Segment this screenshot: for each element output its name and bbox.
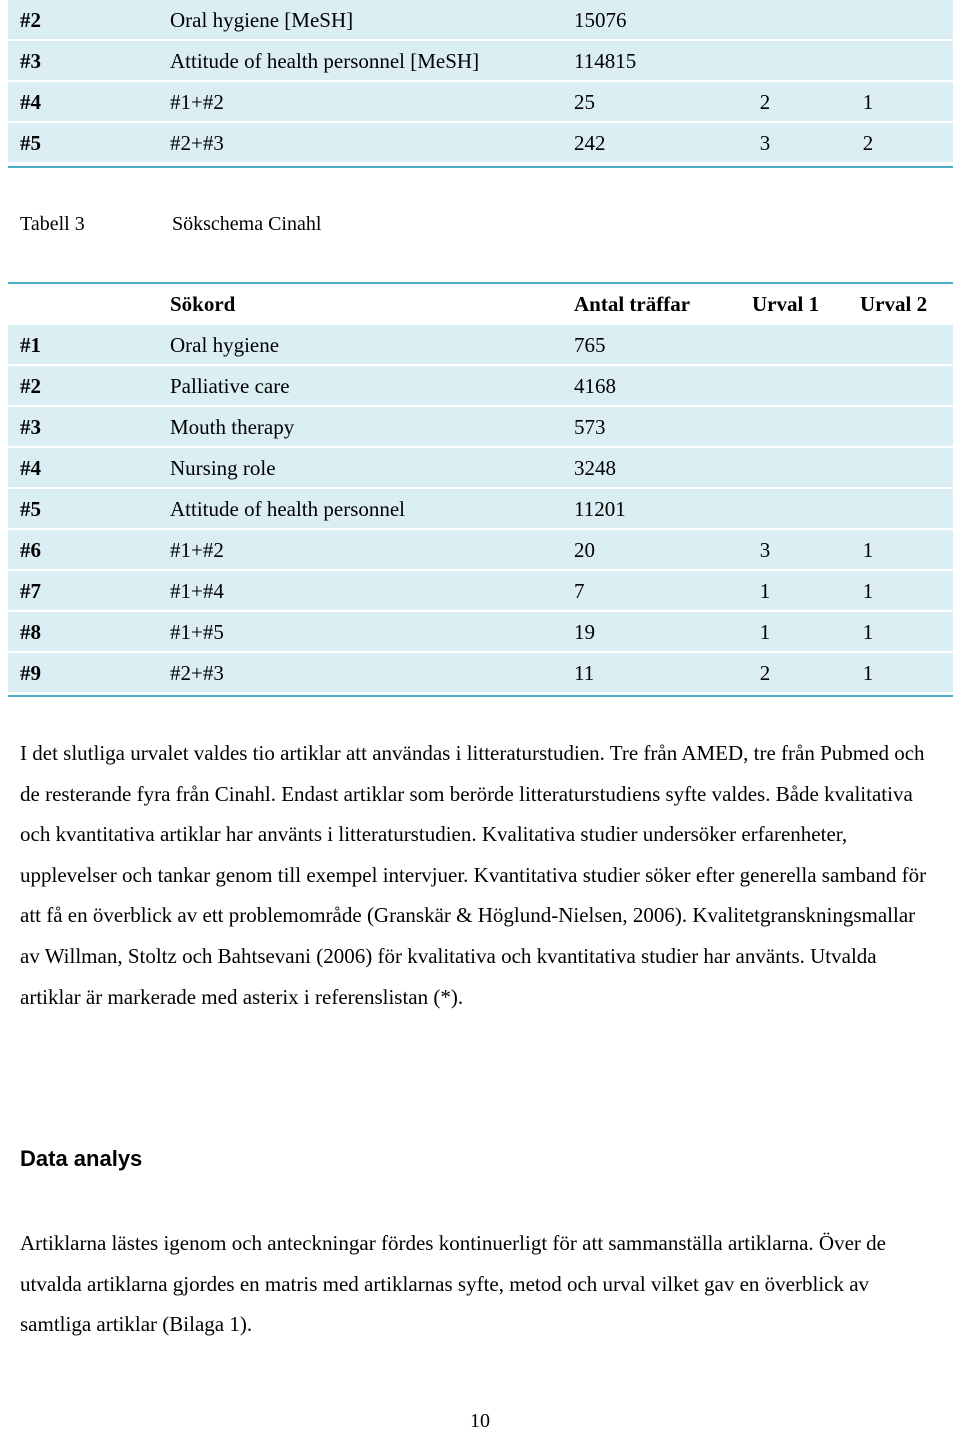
section-heading: Data analys <box>20 1146 143 1171</box>
page-number: 10 <box>470 1410 490 1432</box>
row-term: Oral hygiene [MeSH] <box>170 8 354 32</box>
row-term: #2+#3 <box>170 661 224 685</box>
row-hits: 4168 <box>574 374 616 398</box>
row-id: #2 <box>20 8 41 32</box>
row-selection-2: 1 <box>862 90 874 114</box>
row-selection-2: 1 <box>862 661 874 685</box>
table-top <box>8 0 953 164</box>
row-term: #2+#3 <box>170 131 224 155</box>
header-selection-1: Urval 1 <box>752 292 820 316</box>
row-selection-2: 1 <box>862 620 874 644</box>
row-selection-1: 3 <box>759 538 771 562</box>
row-term: Mouth therapy <box>170 415 295 439</box>
paragraph-data-analysis: Artiklarna lästes igenom och anteckningar fördes kontinuerligt för att sammanställa artiklarna. Över de utvalda artiklarna gjordes en matris med artiklarnas syfte, metod och urval vilket gav en överblick av samtliga artiklar (Bilaga 1). <box>20 1231 886 1337</box>
row-term: #1+#5 <box>170 620 224 644</box>
row-id: #9 <box>20 661 41 685</box>
row-id: #5 <box>20 497 41 521</box>
table-row <box>8 123 953 164</box>
row-selection-1: 2 <box>759 661 771 685</box>
row-hits: 3248 <box>574 456 616 480</box>
row-term: Attitude of health personnel <box>170 497 406 521</box>
row-id: #8 <box>20 620 41 644</box>
row-selection-2: 2 <box>862 131 874 155</box>
row-hits: 25 <box>574 90 595 114</box>
table-bottom-rule <box>8 695 953 697</box>
row-id: #4 <box>20 456 41 480</box>
table-header-row <box>8 284 953 325</box>
row-id: #2 <box>20 374 41 398</box>
row-id: #1 <box>20 333 41 357</box>
table-row <box>8 448 953 489</box>
header-selection-2: Urval 2 <box>860 292 928 316</box>
row-id: #3 <box>20 415 41 439</box>
row-term: Oral hygiene <box>170 333 280 357</box>
table-row <box>8 612 953 653</box>
row-term: Palliative care <box>170 374 290 398</box>
row-selection-2: 1 <box>862 538 874 562</box>
table-row <box>8 571 953 612</box>
row-selection-1: 3 <box>759 131 771 155</box>
row-hits: 114815 <box>574 49 637 73</box>
row-term: #1+#2 <box>170 538 224 562</box>
row-hits: 19 <box>574 620 595 644</box>
row-selection-1: 1 <box>759 579 771 603</box>
row-hits: 242 <box>574 131 606 155</box>
row-hits: 573 <box>574 415 606 439</box>
row-id: #5 <box>20 131 41 155</box>
row-term: Nursing role <box>170 456 276 480</box>
header-term: Sökord <box>170 292 236 316</box>
table-row <box>8 0 953 41</box>
row-hits: 20 <box>574 538 595 562</box>
row-id: #4 <box>20 90 41 114</box>
table-row <box>8 530 953 571</box>
table-row <box>8 325 953 366</box>
row-hits: 765 <box>574 333 606 357</box>
table-row <box>8 407 953 448</box>
table-row <box>8 41 953 82</box>
table-row <box>8 653 953 694</box>
table-row <box>8 489 953 530</box>
row-hits: 11 <box>574 661 595 685</box>
row-term: #1+#4 <box>170 579 224 603</box>
row-term: #1+#2 <box>170 90 224 114</box>
table-caption-label: Tabell 3 <box>20 213 85 235</box>
row-selection-2: 1 <box>862 579 874 603</box>
table-row <box>8 82 953 123</box>
row-hits: 11201 <box>574 497 626 521</box>
table-row <box>8 366 953 407</box>
row-hits: 7 <box>574 579 585 603</box>
row-selection-1: 1 <box>759 620 771 644</box>
row-id: #3 <box>20 49 41 73</box>
row-id: #7 <box>20 579 41 603</box>
row-term: Attitude of health personnel [MeSH] <box>170 49 480 73</box>
row-id: #6 <box>20 538 41 562</box>
header-hits: Antal träffar <box>574 292 691 316</box>
table-bottom-rule <box>8 166 953 168</box>
row-hits: 15076 <box>574 8 627 32</box>
table-cinahl <box>8 284 953 694</box>
table-caption-title: Sökschema Cinahl <box>172 213 322 235</box>
row-selection-1: 2 <box>759 90 771 114</box>
paragraph-selection: I det slutliga urvalet valdes tio artiklar att användas i litteraturstudien. Tre från AMED, tre från Pubmed och de resterande fyra från Cinahl. Endast artiklar som berörde litteraturstudiens syfte valdes. Både kvalitativa och kvantitativa artiklar har använts i litteraturstudien. Kvalitativa studier undersöker erfarenheter, upplevelser och tankar genom till exempel intervjuer. Kvantitativa studier söker efter generella samband för att få en överblick av ett problemområde (Granskär & Höglund-Nielsen, 2006). Kvalitetgranskningsmallar av Willman, Stoltz och Bahtsevani (2006) för kvalitativa och kvantitativa studier har använts. Utvalda artiklar är markerade med asterix i referenslistan (*). <box>20 741 927 1009</box>
